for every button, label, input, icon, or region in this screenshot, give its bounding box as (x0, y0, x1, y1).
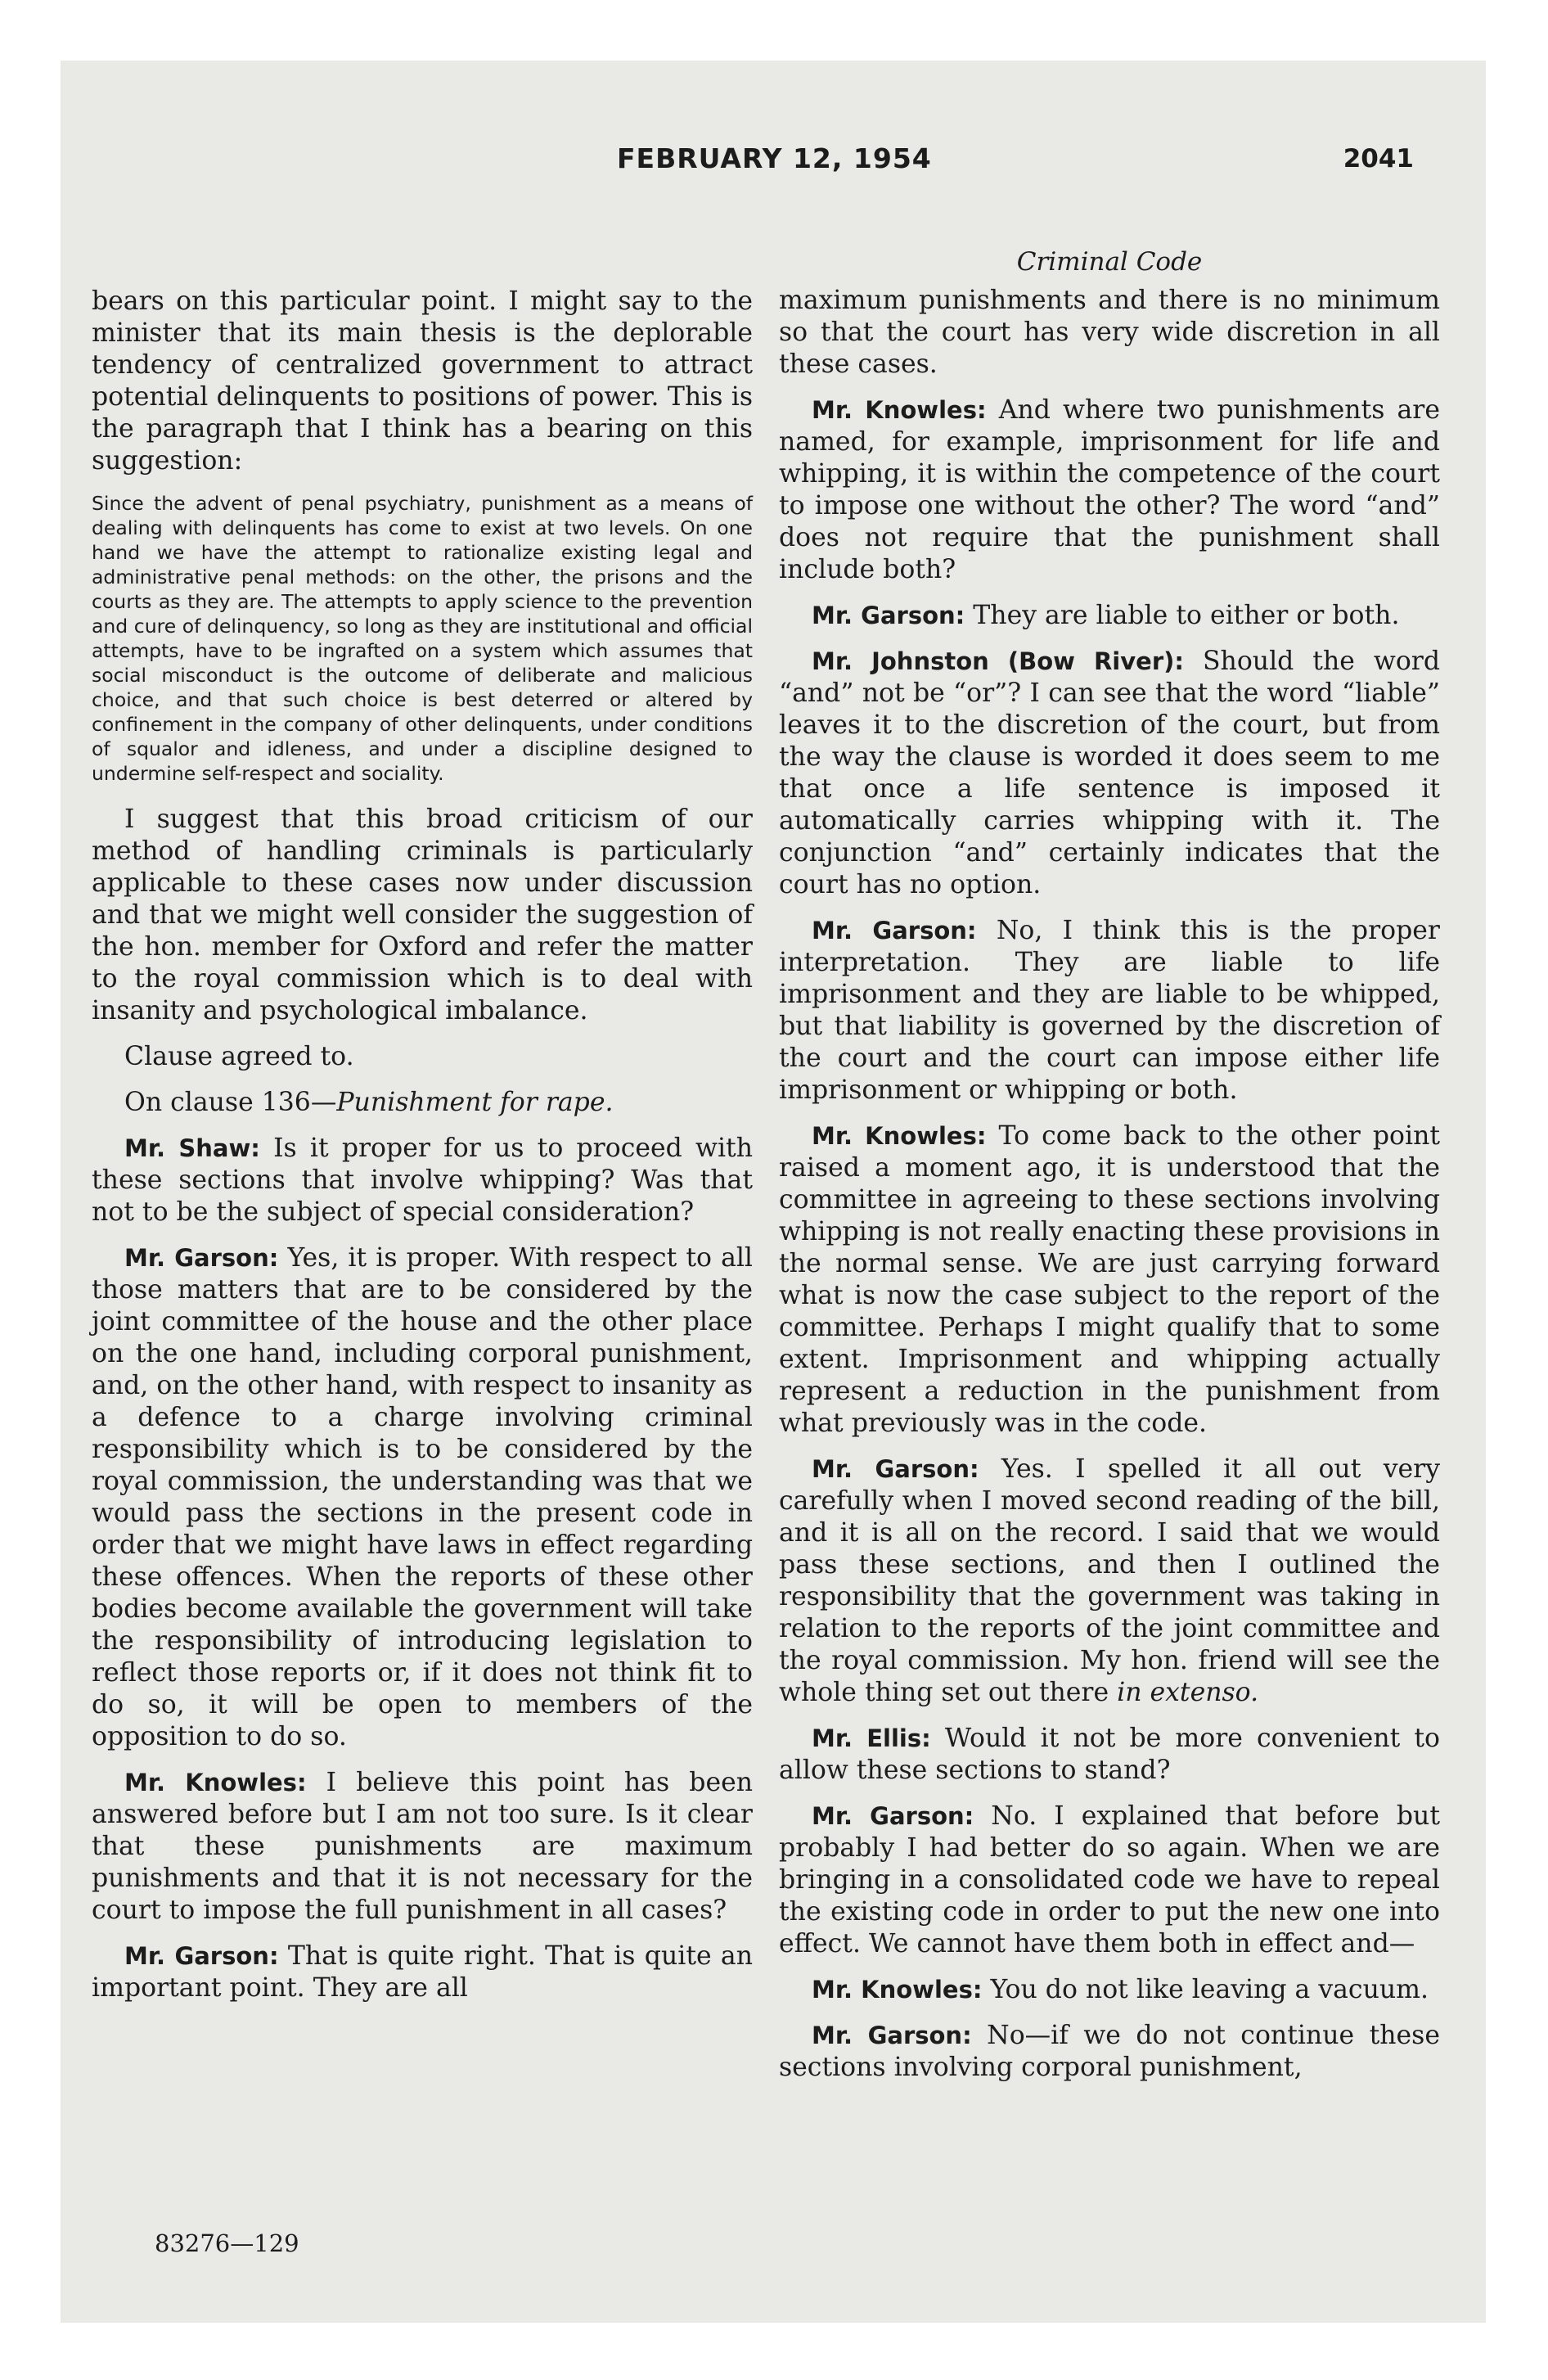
speech-text: No. I explained that before but probably I had better do so again. When we are bringing in a consolidated code we have to repeal the existing code in order to put the new one into effect. We cannot have them both in effect and— (779, 1801, 1440, 1959)
speaker-name: Mr. Garson: (812, 1455, 979, 1483)
speaker-name: Mr. Garson: (124, 1244, 279, 1272)
speech (779, 394, 1440, 586)
speaker-name: Mr. Garson: (812, 2022, 972, 2049)
speech-text: That is quite right. That is quite an important point. They are all (92, 1941, 753, 2003)
speaker-name: Mr. Garson: (812, 1802, 974, 1830)
speech-text: No, I think this is the proper interpretation. They are liable to life imprisonment and they are liable to be whipped, but that liability is governed by the discretion of the court and the court can impose either life imprisonment or whipping or both. (779, 916, 1440, 1105)
speech-text: Should the word “and” not be “or”? I can see that the word “liable” leaves it to the discretion of the court, but from the way the clause is worded it does seem to me that once a life sentence is imposed it automatically carries whipping with it. The conjunction “and” certainly indicates that the court has no option. (779, 647, 1441, 899)
speech-text: To come back to the other point raised a moment ago, it is understood that the committee in agreeing to these sections involving whipping is not really enacting these provisions in the normal sense. We are just carrying forward what is now the case subject to the report of the committee. Perhaps I might qualify that to some extent. Imprisonment and whipping actually represent a reduction in the punishment from what previously was in the code. (779, 1121, 1441, 1438)
speaker-name: Mr. Knowles: (812, 1976, 983, 2004)
speech-text: Yes, it is proper. With respect to all those matters that are to be considered by the joint committee of the house and the other place on the one hand, including corporal punishment, and, on the other hand, with respect to insanity as a defence to a charge involving criminal responsibility which is to be considered by the royal commission, the understanding was that we would pass the sections in the present code in order that we might have laws in effect regarding these offences. When the reports of these other bodies become available the government will take the responsibility of introducing legislation to reflect those reports or, if it does not think fit to do so, it will be open to members of the opposition to do so. (92, 1243, 753, 1751)
speech-text: You do not like leaving a vacuum. (990, 1975, 1429, 2004)
speaker-name: Mr. Garson: (812, 602, 965, 629)
speech (92, 1133, 753, 1228)
paragraph: I suggest that this broad criticism of our method of handling criminals is particularly applicable to these cases now under discussion and that we might well consider the suggestion of the hon. member for Oxford and refer the matter to the royal commission which is to deal with insanity and psychological imbalance. (92, 805, 753, 1025)
speech (779, 600, 1440, 632)
speaker-name: Mr. Johnston (Bow River): (812, 647, 1184, 675)
paragraph: maximum punishments and there is no minimum so that the court has very wide discretion in all these cases. (779, 286, 1440, 379)
speech (779, 646, 1440, 901)
page-header (61, 142, 1486, 188)
speech (779, 1723, 1440, 1787)
speaker-name: Mr. Ellis: (812, 1724, 931, 1752)
speech-text: I believe this point has been answered before but I am not too sure. Is it clear that these punishments are maximum punishments and that it is not necessary for the court to impose the full punishment in all cases? (92, 1768, 754, 1925)
speech-text: Would it not be more convenient to allow these sections to stand? (779, 1724, 1440, 1785)
speech-text: No—if we do not continue these sections involving corporal punishment, (779, 2021, 1440, 2082)
speech (779, 1120, 1440, 1440)
paragraph: bears on this particular point. I might say to the minister that its main thesis is the deplorable tendency of centralized government to attract potential delinquents to positions of power. This is the paragraph that I think has a bearing on this suggestion: (92, 286, 753, 476)
speaker-name: Mr. Garson: (124, 1942, 279, 1970)
speaker-name: Mr. Knowles: (812, 1122, 987, 1150)
speaker-name: Mr. Knowles: (812, 396, 987, 424)
speech-text: They are liable to either or both. (973, 601, 1400, 630)
clause-agreed: Clause agreed to. (124, 1042, 354, 1071)
speech (779, 1454, 1440, 1709)
speaker-name: Mr. Knowles: (124, 1769, 307, 1796)
italic-phrase: in extenso. (1117, 1678, 1259, 1707)
speech-text: And where two punishments are named, for example, imprisonment for life and whipping, it is within the competence of the court to impose one without the other? The word “and” does not require that the punishment shall include both? (779, 395, 1440, 584)
speech (92, 1941, 753, 2004)
signature-mark: 83276—129 (155, 2229, 299, 2257)
hansard-page (61, 61, 1486, 2323)
speech (779, 1801, 1440, 1960)
speech-text: Is it proper for us to proceed with these sections that involve whipping? Was that not to be the subject of special consideration? (92, 1134, 753, 1227)
block-quote: Since the advent of penal psychiatry, punishment as a means of dealing with delinquents has come to exist at two levels. On one hand we have the attempt to rationalize existing legal and administrative penal methods: on the other, the prisons and the courts as they are. The attempts to apply science to the prevention and cure of delinquency, so long as they are institutional and official attempts, have to be ingrafted on a system which assumes that social misconduct is the outcome of deliberate and malicious choice, and that such choice is best deterred or altered by confinement in the company of other delinquents, under conditions of squalor and idleness, and under a discipline designed to undermine self-respect and sociality. (92, 492, 753, 785)
clause-title: Punishment for rape. (336, 1088, 614, 1117)
header-date: FEBRUARY 12, 1954 (617, 142, 932, 174)
speech (92, 1767, 753, 1927)
speaker-name: Mr. Shaw: (124, 1134, 260, 1162)
running-head: Criminal Code (1016, 247, 1203, 277)
speech (92, 1242, 753, 1753)
left-column (92, 286, 753, 2018)
page-number: 2041 (1343, 144, 1414, 174)
clause-prefix: On clause 136— (124, 1088, 337, 1117)
speaker-name: Mr. Garson: (812, 917, 977, 944)
speech (779, 1974, 1440, 2006)
speech-text: Yes. I spelled it all out very carefully when I moved second reading of the bill, and it is all on the record. I said that we would pass these sections, and then I outlined the responsibility that the government was taking in relation to the reports of the joint committee and the royal commission. My hon. friend will see the whole thing set out there (779, 1454, 1441, 1707)
clause-heading (92, 1087, 753, 1119)
speech (779, 2020, 1440, 2084)
right-column (779, 247, 1441, 2098)
speech (779, 915, 1440, 1107)
